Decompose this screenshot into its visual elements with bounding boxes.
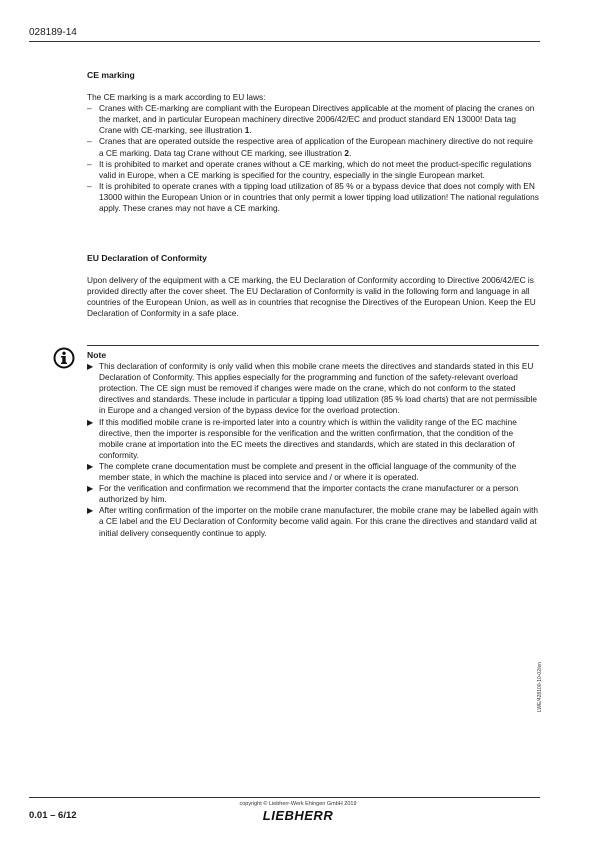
list-item: – It is prohibited to operate cranes with a tipping load utilization of 85 % or a bypass device that does not comply with EN 13000 within the European Union or in countries that only permit a lower tipping load utilization! The national regulations apply. These cranes may not have a CE marking. (87, 180, 539, 214)
ce-marking-intro: The CE marking is a mark according to EU laws: (87, 92, 266, 103)
dash-marker: – (87, 180, 92, 191)
copyright: copyright © Liebherr-Werk Ehingen GmbH 2019 (239, 801, 357, 807)
list-item: – Cranes that are operated outside the respective area of application of the European machinery directive do not require a CE marking. Data tag Crane without CE marking, see illustration 2. (87, 136, 534, 158)
eu-declaration-body: Upon delivery of the equipment with a CE marking, the EU Declaration of Conformity according to Directive 2006/42/EC is provided directly after the cover sheet. The EU Declaration of Conformity is valid in the following form and language in all countries of the European Union, as well as in countries that recognise the Directives of the European Union. Keep the EU Declaration of Conformity in a safe place. (87, 275, 536, 319)
ce-marking-heading: CE marking (87, 70, 135, 80)
list-item: ▶ This declaration of conformity is only valid when this mobile crane meets the directives and standards stated in this EU Declaration of Conformity. This applies especially for the programming and function of the safety-relevant overload protection. The CE sign must be removed if changes were made on the crane, which do not conform to the stated directives and standards. These include in particular a tipping load utilization (85 % load charts) that are not permissible in Europe and a changed version of the bypass device for the overload protection. (87, 361, 537, 416)
arrow-bullet-icon: ▶ (87, 417, 94, 427)
liebherr-logo: LIEBHERR (262, 808, 334, 823)
note-section (87, 350, 539, 539)
arrow-bullet-icon: ▶ (87, 362, 94, 372)
page-number: 0.01 – 6/12 (29, 810, 77, 821)
ce-marking-section (87, 70, 539, 214)
list-item: ▶ The complete crane documentation must be complete and present in the official language of the community of the member state, in which the machine is placed into service and / or where it is operated. (87, 460, 517, 483)
list-item: ▶ After writing confirmation of the importer on the mobile crane manufacturer, the mobile crane may be labelled again with a CE label and the EU Declaration of Conformity become valid again. For this crane the directives and standard valid at initial delivery consequently continue to apply. (87, 505, 539, 538)
bottom-rule (29, 797, 540, 798)
list-item: – It is prohibited to market and operate cranes without a CE marking, which do not meet the product-specific regulations valid in Europe, when a CE marking is specified for the country, especially in the single European market. (87, 158, 532, 180)
ce-marking-list (87, 103, 539, 214)
top-rule (29, 41, 540, 42)
note-label: Note (87, 350, 107, 360)
dash-marker: – (87, 103, 92, 114)
list-item: – Cranes with CE-marking are compliant with the European Directives applicable at the moment of placing the cranes on the market, and in particular European machinery directive 2006/42/EC and product standard EN 13000! Data tag Crane with CE-marking, see illustration 1. (87, 103, 535, 136)
arrow-bullet-icon: ▶ (87, 484, 94, 494)
note-list (87, 361, 539, 539)
dash-marker: – (87, 136, 92, 147)
side-code: LWE/428100-10-02/en (537, 662, 543, 712)
arrow-bullet-icon: ▶ (87, 506, 94, 516)
list-item: ▶ For the verification and confirmation we recommend that the importer contacts the crane manufacturer or a person authorized by him. (87, 483, 519, 505)
doc-id: 028189-14 (29, 27, 77, 38)
info-icon (53, 347, 75, 369)
eu-declaration-heading: EU Declaration of Conformity (87, 253, 207, 263)
note-top-rule (87, 345, 539, 346)
list-item: ▶ If this modified mobile crane is re-imported later into a country which is within the validity range of the EC machine directive, then the importer is responsible for the verification and the written confirmation, that the condition of the mobile crane at importation into the EC meets the directives and standards, which are stated in this declaration of conformity. (87, 416, 517, 460)
eu-declaration-section (87, 253, 539, 319)
dash-marker: – (87, 158, 92, 169)
arrow-bullet-icon: ▶ (87, 461, 94, 471)
